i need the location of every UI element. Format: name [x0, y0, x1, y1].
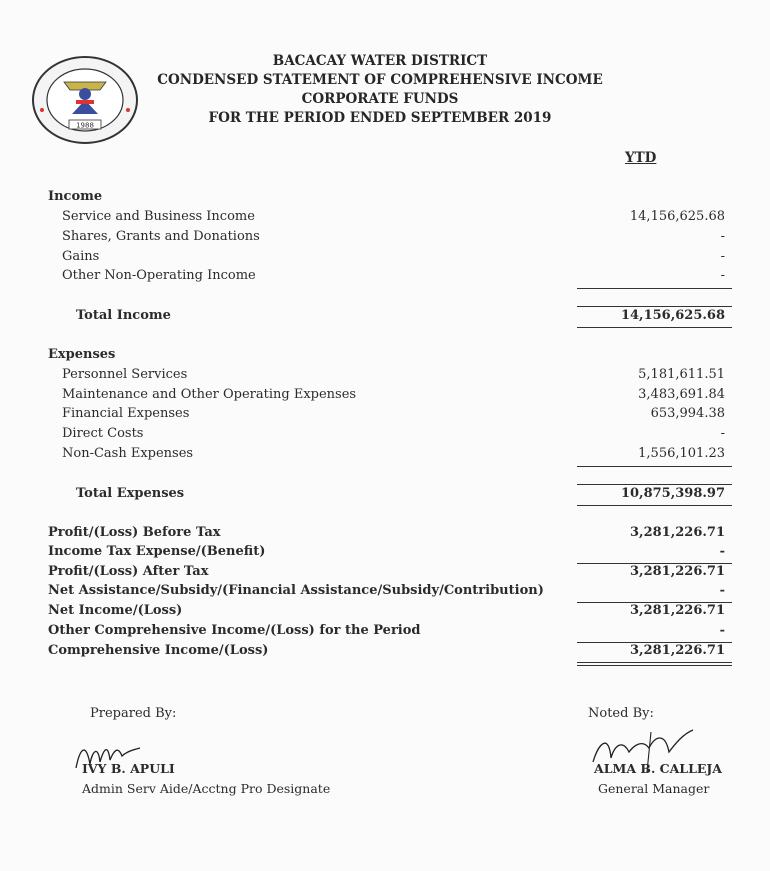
rule	[577, 306, 732, 307]
total-income-row	[0, 308, 770, 328]
preparer-name: IVY B. APULI	[82, 761, 175, 776]
rule	[577, 665, 732, 666]
row-value: -	[719, 583, 725, 598]
summary-row	[0, 623, 770, 643]
water-district-seal-icon	[30, 54, 140, 146]
row-value: 653,994.38	[650, 406, 725, 421]
row-label: Shares, Grants and Donations	[62, 229, 260, 244]
row-value: -	[719, 623, 725, 638]
rule	[577, 662, 732, 663]
row-label: Direct Costs	[62, 426, 144, 441]
total-income-label: Total Income	[76, 308, 171, 323]
row-value: 5,181,611.51	[638, 367, 725, 382]
table-row	[0, 446, 770, 466]
logo-year: 1988	[76, 121, 94, 130]
statement-period: FOR THE PERIOD ENDED SEPTEMBER 2019	[208, 110, 552, 126]
row-value: 3,281,226.71	[630, 643, 725, 658]
rule	[577, 288, 732, 289]
preparer-title: Admin Serv Aide/Acctng Pro Designate	[82, 781, 331, 796]
row-value: -	[720, 229, 725, 244]
row-label: Financial Expenses	[62, 406, 190, 421]
row-value: 3,281,226.71	[630, 564, 725, 579]
prepared-by-label: Prepared By:	[90, 706, 177, 721]
noted-by-label: Noted By:	[588, 706, 654, 721]
row-value: -	[719, 544, 725, 559]
rule	[577, 484, 732, 485]
org-name: BACACAY WATER DISTRICT	[272, 53, 488, 69]
total-expenses-label: Total Expenses	[76, 486, 185, 501]
row-value: 3,281,226.71	[630, 603, 725, 618]
table-row	[0, 249, 770, 269]
table-row	[0, 426, 770, 446]
expenses-section-header	[0, 347, 770, 367]
row-label: Income Tax Expense/(Benefit)	[48, 544, 266, 559]
summary-row	[0, 544, 770, 564]
row-label: Maintenance and Other Operating Expenses	[62, 387, 357, 402]
total-income-value: 14,156,625.68	[620, 308, 725, 323]
row-label: Other Non-Operating Income	[62, 268, 256, 283]
statement-title: CONDENSED STATEMENT OF COMPREHENSIVE INCOME	[157, 72, 603, 88]
row-label: Personnel Services	[62, 367, 188, 382]
ytd-column-header: YTD	[625, 150, 657, 166]
row-value: 1,556,101.23	[638, 446, 725, 461]
expenses-label: Expenses	[48, 347, 116, 362]
row-value: -	[720, 268, 725, 283]
rule	[577, 466, 732, 467]
noter-title: General Manager	[598, 781, 710, 796]
table-row	[0, 406, 770, 426]
row-value: 3,483,691.84	[638, 387, 725, 402]
table-row	[0, 387, 770, 407]
table-row	[0, 268, 770, 288]
total-expenses-value: 10,875,398.97	[620, 486, 725, 501]
statement-subtitle: CORPORATE FUNDS	[301, 91, 459, 107]
row-label: Gains	[62, 249, 100, 264]
row-value: 14,156,625.68	[629, 209, 725, 224]
row-label: Net Income/(Loss)	[48, 603, 183, 618]
rule	[577, 327, 732, 328]
row-label: Other Comprehensive Income/(Loss) for the Period	[48, 623, 421, 638]
summary-row	[0, 603, 770, 623]
table-row	[0, 367, 770, 387]
total-expenses-row	[0, 486, 770, 506]
row-label: Profit/(Loss) Before Tax	[48, 525, 221, 540]
income-section-header	[0, 189, 770, 209]
rule	[577, 505, 732, 506]
table-row	[0, 229, 770, 249]
row-value: -	[720, 426, 725, 441]
row-label: Non-Cash Expenses	[62, 446, 194, 461]
table-row	[0, 209, 770, 229]
row-label: Comprehensive Income/(Loss)	[48, 643, 269, 658]
summary-row	[0, 525, 770, 545]
summary-row	[0, 564, 770, 584]
income-label: Income	[48, 189, 103, 204]
row-label: Net Assistance/Subsidy/(Financial Assistance/Subsidy/Contribution)	[48, 583, 544, 598]
noter-name: ALMA B. CALLEJA	[594, 761, 723, 776]
summary-row	[0, 643, 770, 663]
row-value: -	[720, 249, 725, 264]
summary-row	[0, 583, 770, 603]
row-value: 3,281,226.71	[630, 525, 725, 540]
row-label: Profit/(Loss) After Tax	[48, 564, 209, 579]
row-label: Service and Business Income	[62, 209, 255, 224]
